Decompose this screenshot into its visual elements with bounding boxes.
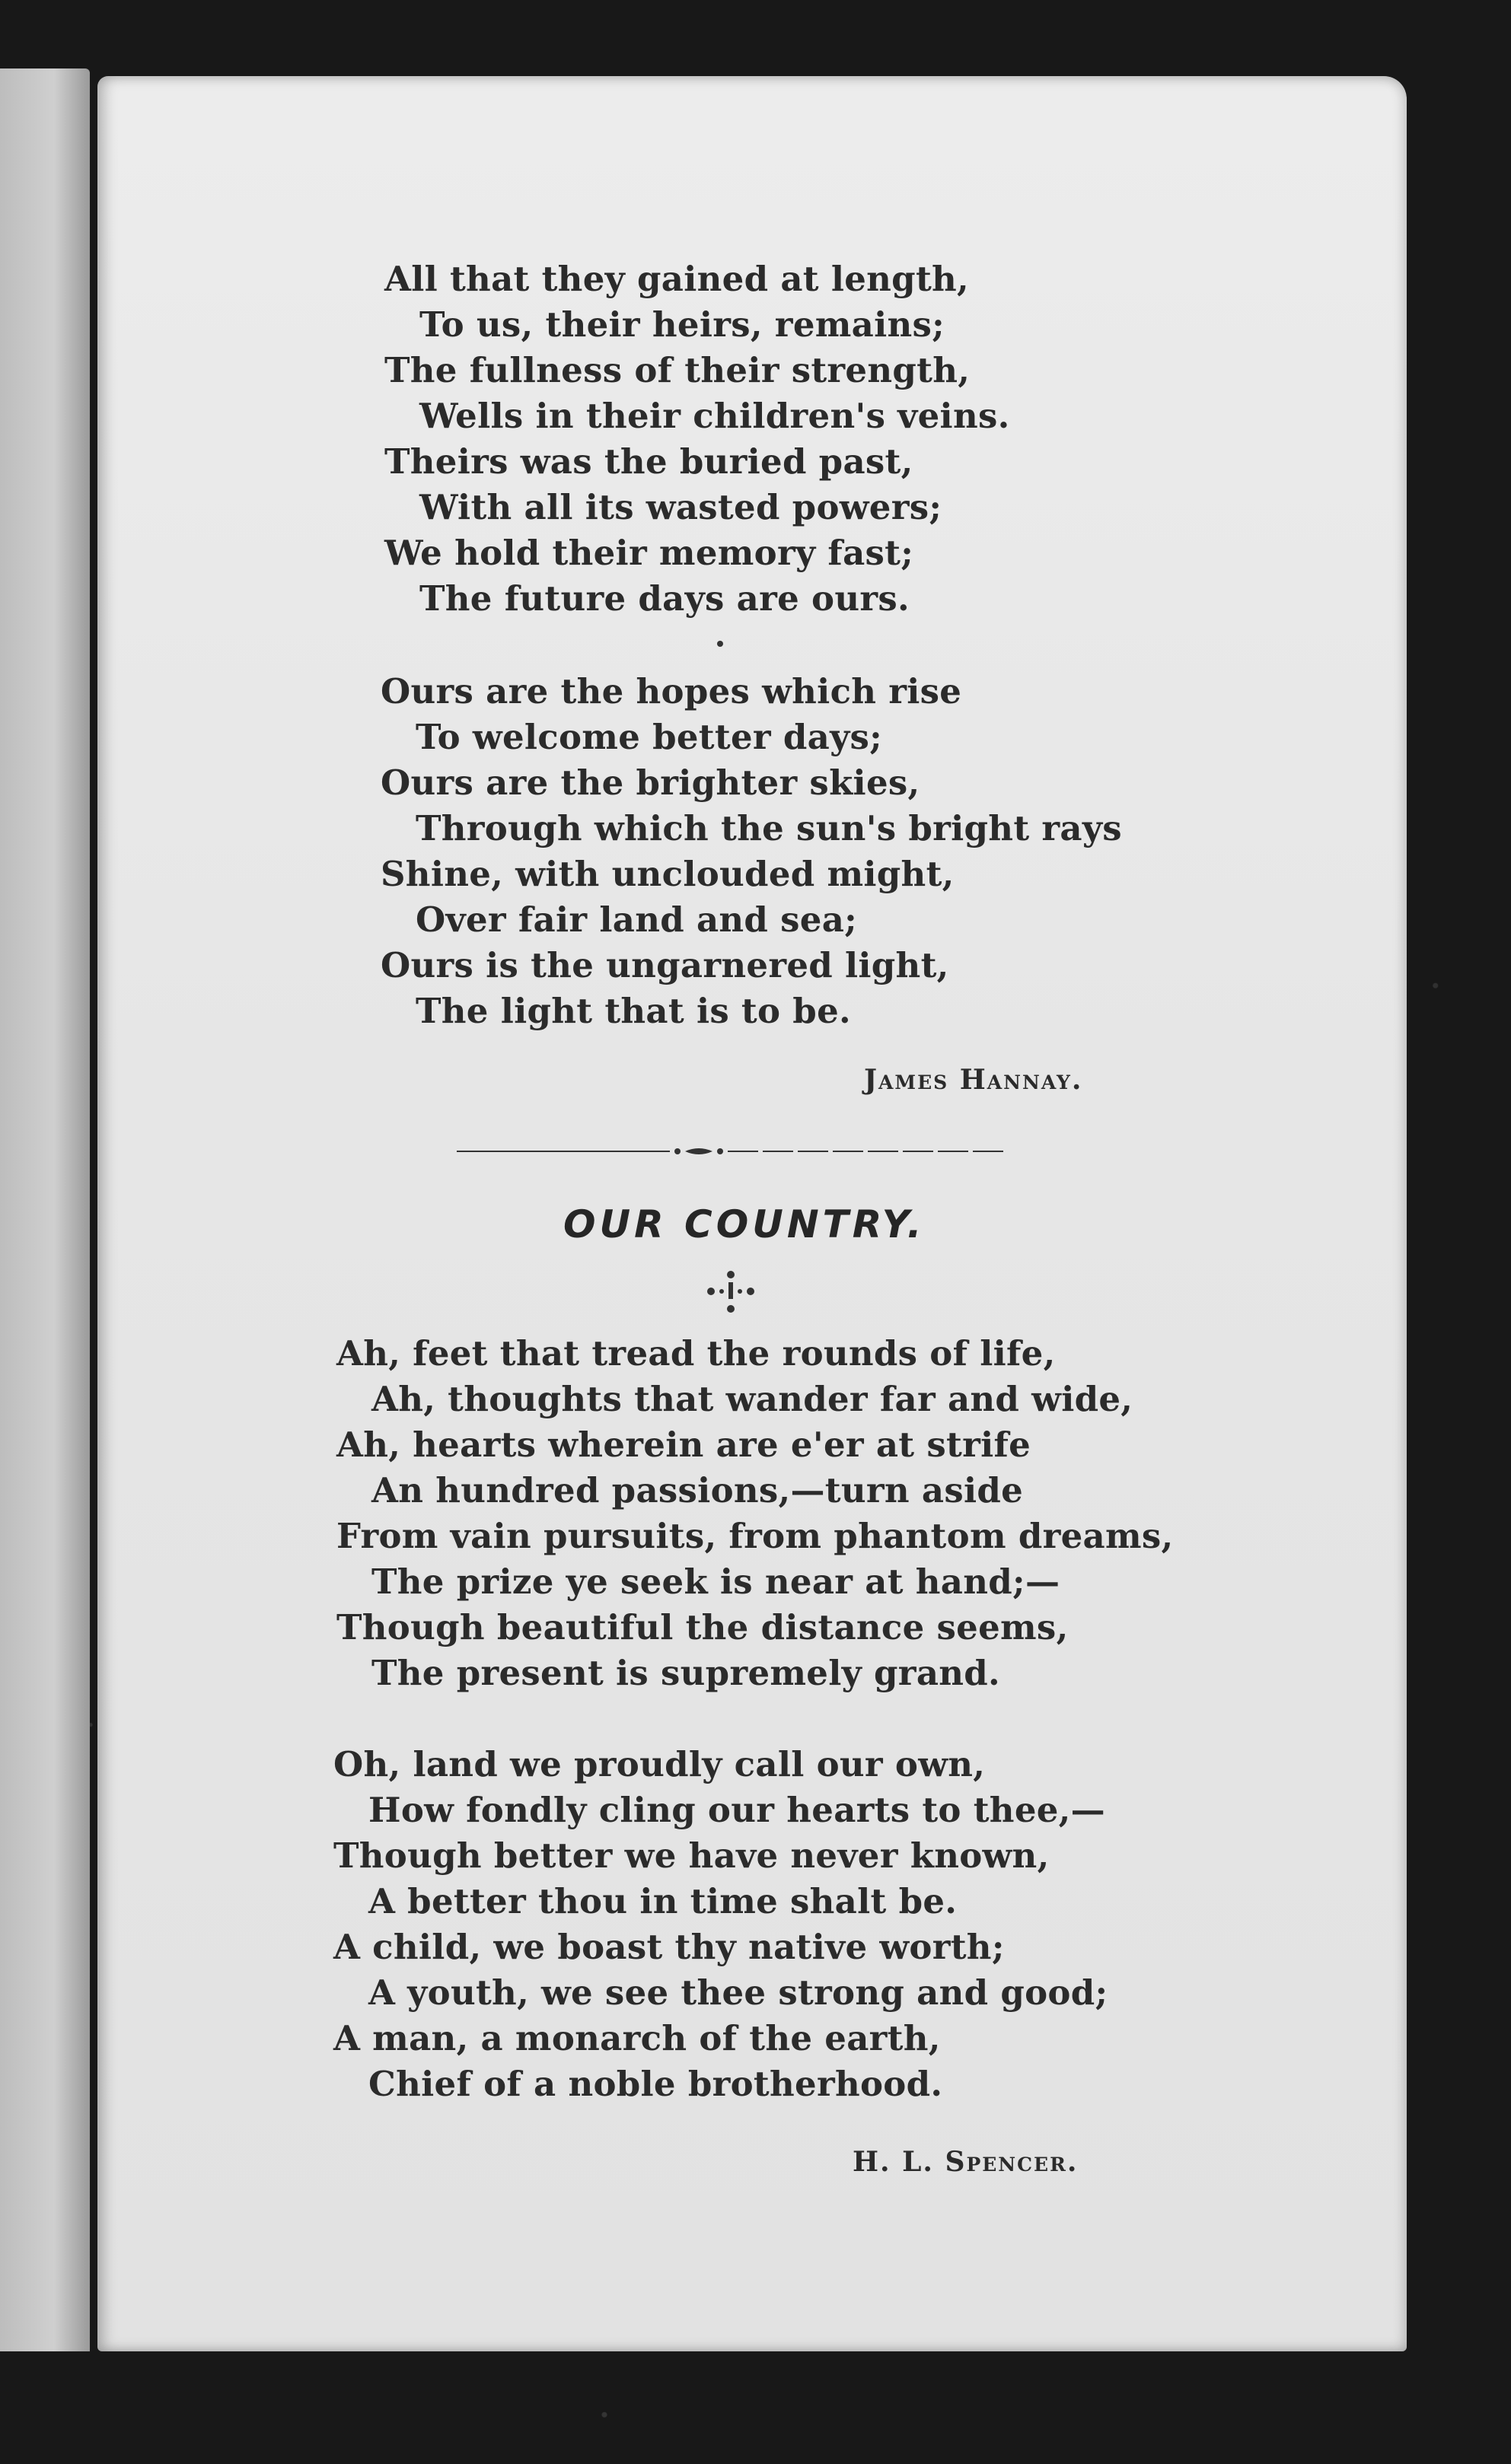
poem-line: An hundred passions,—turn aside	[371, 1470, 1024, 1511]
poem-line: Though beautiful the distance seems,	[336, 1607, 1069, 1647]
poem-line: How fondly cling our hearts to thee,—	[368, 1790, 1105, 1830]
poem-line: Shine, with unclouded might,	[381, 854, 955, 894]
ornament-flourish-icon	[700, 1267, 761, 1320]
poem-line: The prize ye seek is near at hand;—	[371, 1561, 1060, 1602]
facing-page-edge	[0, 68, 90, 2351]
poem-line: To welcome better days;	[416, 717, 883, 757]
poem-line: Though better we have never known,	[333, 1835, 1050, 1876]
poem-line: Ours are the brighter skies,	[381, 762, 920, 803]
poem-line: Ours is the ungarnered light,	[381, 945, 949, 985]
poem-line: From vain pursuits, from phantom dreams,	[336, 1516, 1174, 1556]
poem-line: Chief of a noble brotherhood.	[368, 2064, 943, 2104]
poem-line: A youth, we see thee strong and good;	[368, 1972, 1108, 2013]
poem-line: The light that is to be.	[416, 991, 851, 1031]
poem-line: Ah, hearts wherein are e'er at strife	[336, 1425, 1031, 1465]
ornamental-divider	[457, 1146, 1005, 1157]
poem-line: The future days are ours.	[419, 578, 910, 619]
poem-line: We hold their memory fast;	[384, 533, 914, 573]
stanza-separator-dot	[717, 641, 723, 647]
poem2-title: OUR COUNTRY.	[563, 1202, 926, 1246]
poem-line: Through which the sun's bright rays	[416, 808, 1122, 848]
poem-line: All that they gained at length,	[384, 259, 970, 299]
poem-line: With all its wasted powers;	[419, 487, 942, 527]
poem-line: Theirs was the buried past,	[384, 441, 913, 482]
poem-line: Ours are the hopes which rise	[381, 671, 962, 712]
poem-line: Over fair land and sea;	[416, 899, 858, 940]
poem-line: Ah, thoughts that wander far and wide,	[371, 1379, 1133, 1419]
poem1-author: James Hannay.	[864, 1064, 1083, 1096]
poem-line: Ah, feet that tread the rounds of life,	[336, 1333, 1056, 1374]
poem-line: The fullness of their strength,	[384, 350, 971, 390]
poem-line: The present is supremely grand.	[371, 1653, 1001, 1693]
poem-line: A child, we boast thy native worth;	[333, 1927, 1005, 1967]
poem2-author: H. L. Spencer.	[853, 2146, 1079, 2178]
poem-line: Wells in their children's veins.	[419, 396, 1010, 436]
poem-line: A better thou in time shalt be.	[368, 1881, 958, 1921]
poem-line: To us, their heirs, remains;	[419, 304, 945, 345]
poem-line: Oh, land we proudly call our own,	[333, 1744, 986, 1784]
poem-line: A man, a monarch of the earth,	[333, 2018, 941, 2058]
